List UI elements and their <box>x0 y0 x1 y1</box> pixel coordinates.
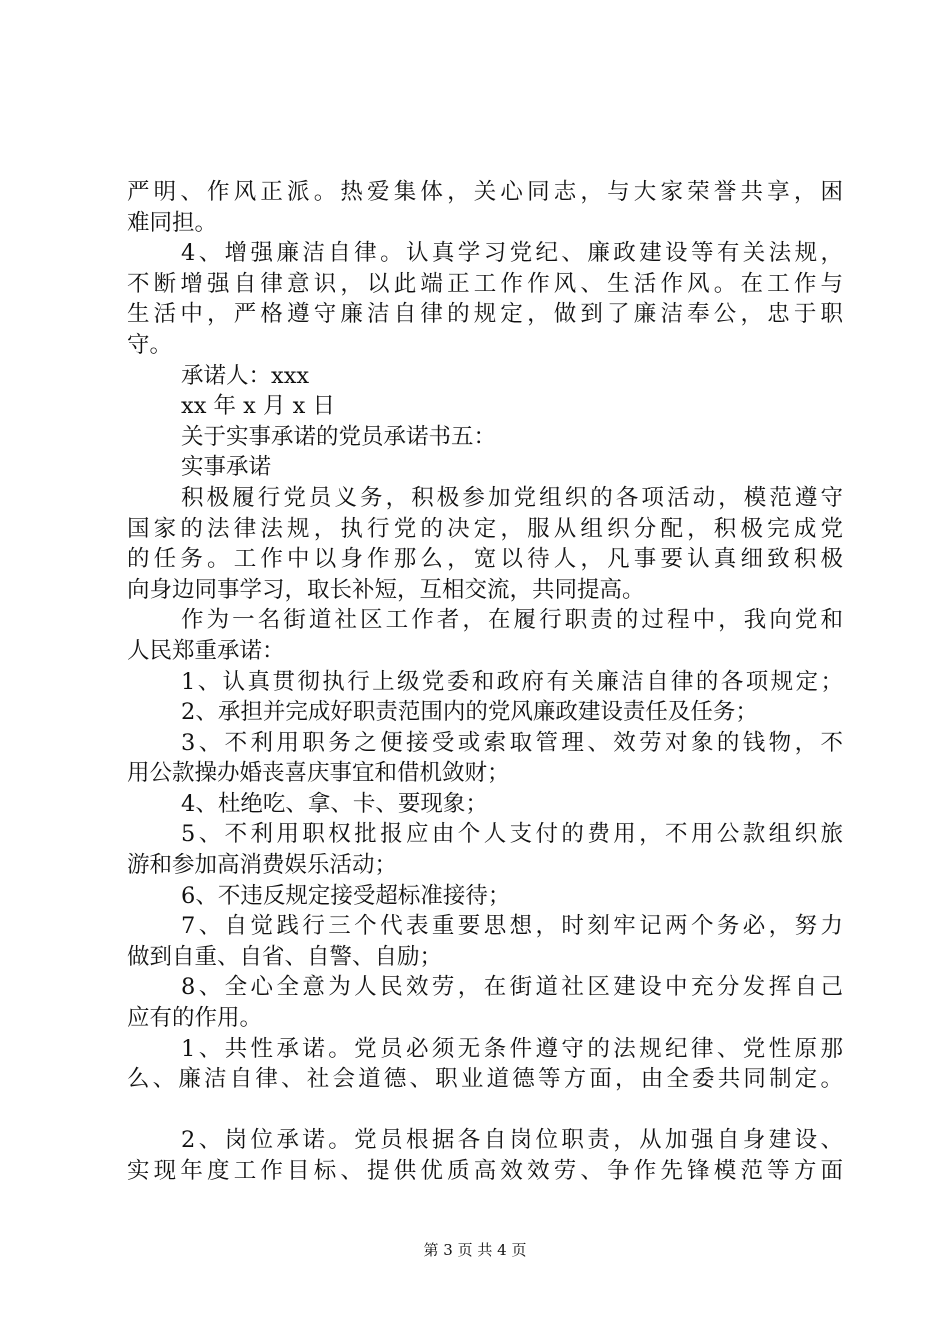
signatory-line: 承诺人：xxx <box>181 362 310 389</box>
list-item: 2、承担并完成好职责范围内的党风廉政建设责任及任务； <box>181 699 758 726</box>
text-line: 的任务。工作中以身作那么，宽以待人，凡事要认真细致积极 <box>127 546 843 573</box>
list-item: 1、认真贯彻执行上级党委和政府有关廉洁自律的各项规定； <box>181 668 843 695</box>
list-item: 8、全心全意为人民效劳，在街道社区建设中充分发挥自己 <box>181 974 843 1001</box>
text-line: 国家的法律法规，执行党的决定，服从组织分配，积极完成党 <box>127 515 843 542</box>
text-line: 做到自重、自省、自警、自励； <box>127 943 443 970</box>
text-line: 难同担。 <box>127 209 218 236</box>
list-item: 6、不违反规定接受超标准接待； <box>181 882 511 909</box>
text-line: 生活中，严格遵守廉洁自律的规定，做到了廉洁奉公，忠于职 <box>127 301 843 328</box>
section-subheading: 实事承诺 <box>181 454 272 481</box>
document-body <box>127 177 843 1187</box>
list-item: 4、杜绝吃、拿、卡、要现象； <box>181 790 488 817</box>
date-line: xx 年 x 月 x 日 <box>181 393 336 420</box>
text-line: 实现年度工作目标、提供优质高效效劳、争作先锋模范等方面 <box>127 1158 843 1184</box>
text-line: 严明、作风正派。热爱集体，关心同志，与大家荣誉共享，困 <box>127 179 843 205</box>
text-line: 人民郑重承诺： <box>127 637 285 664</box>
paragraph-gap <box>127 1095 843 1126</box>
list-item: 3、不利用职务之便接受或索取管理、效劳对象的钱物，不 <box>181 729 843 756</box>
text-line: 用公款操办婚丧喜庆事宜和借机敛财； <box>127 760 510 787</box>
list-item: 5、不利用职权批报应由个人支付的费用，不用公款组织旅 <box>181 821 843 848</box>
section-heading: 关于实事承诺的党员承诺书五： <box>181 423 497 450</box>
list-item: 7、自觉践行三个代表重要思想，时刻牢记两个务必，努力 <box>181 913 843 940</box>
page-number-footer: 第 3 页 共 4 页 <box>423 1241 527 1259</box>
text-line: 积极履行党员义务，积极参加党组织的各项活动，模范遵守 <box>181 484 843 511</box>
text-line: 不断增强自律意识，以此端正工作作风、生活作风。在工作与 <box>127 270 843 297</box>
list-item: 1、共性承诺。党员必须无条件遵守的法规纪律、党性原那 <box>181 1035 843 1062</box>
text-line: 4、增强廉洁自律。认真学习党纪、廉政建设等有关法规， <box>181 240 843 267</box>
text-line: 游和参加高消费娱乐活动； <box>127 852 398 879</box>
text-line: 应有的作用。 <box>127 1005 263 1032</box>
text-line: 守。 <box>127 331 173 358</box>
text-line: 么、廉洁自律、社会道德、职业道德等方面，由全委共同制定。 <box>127 1066 843 1093</box>
text-line: 向身边同事学习，取长补短，互相交流，共同提高。 <box>127 576 645 603</box>
list-item: 2、岗位承诺。党员根据各自岗位职责，从加强自身建设、 <box>181 1127 843 1154</box>
text-line: 作为一名街道社区工作者，在履行职责的过程中，我向党和 <box>181 607 843 634</box>
